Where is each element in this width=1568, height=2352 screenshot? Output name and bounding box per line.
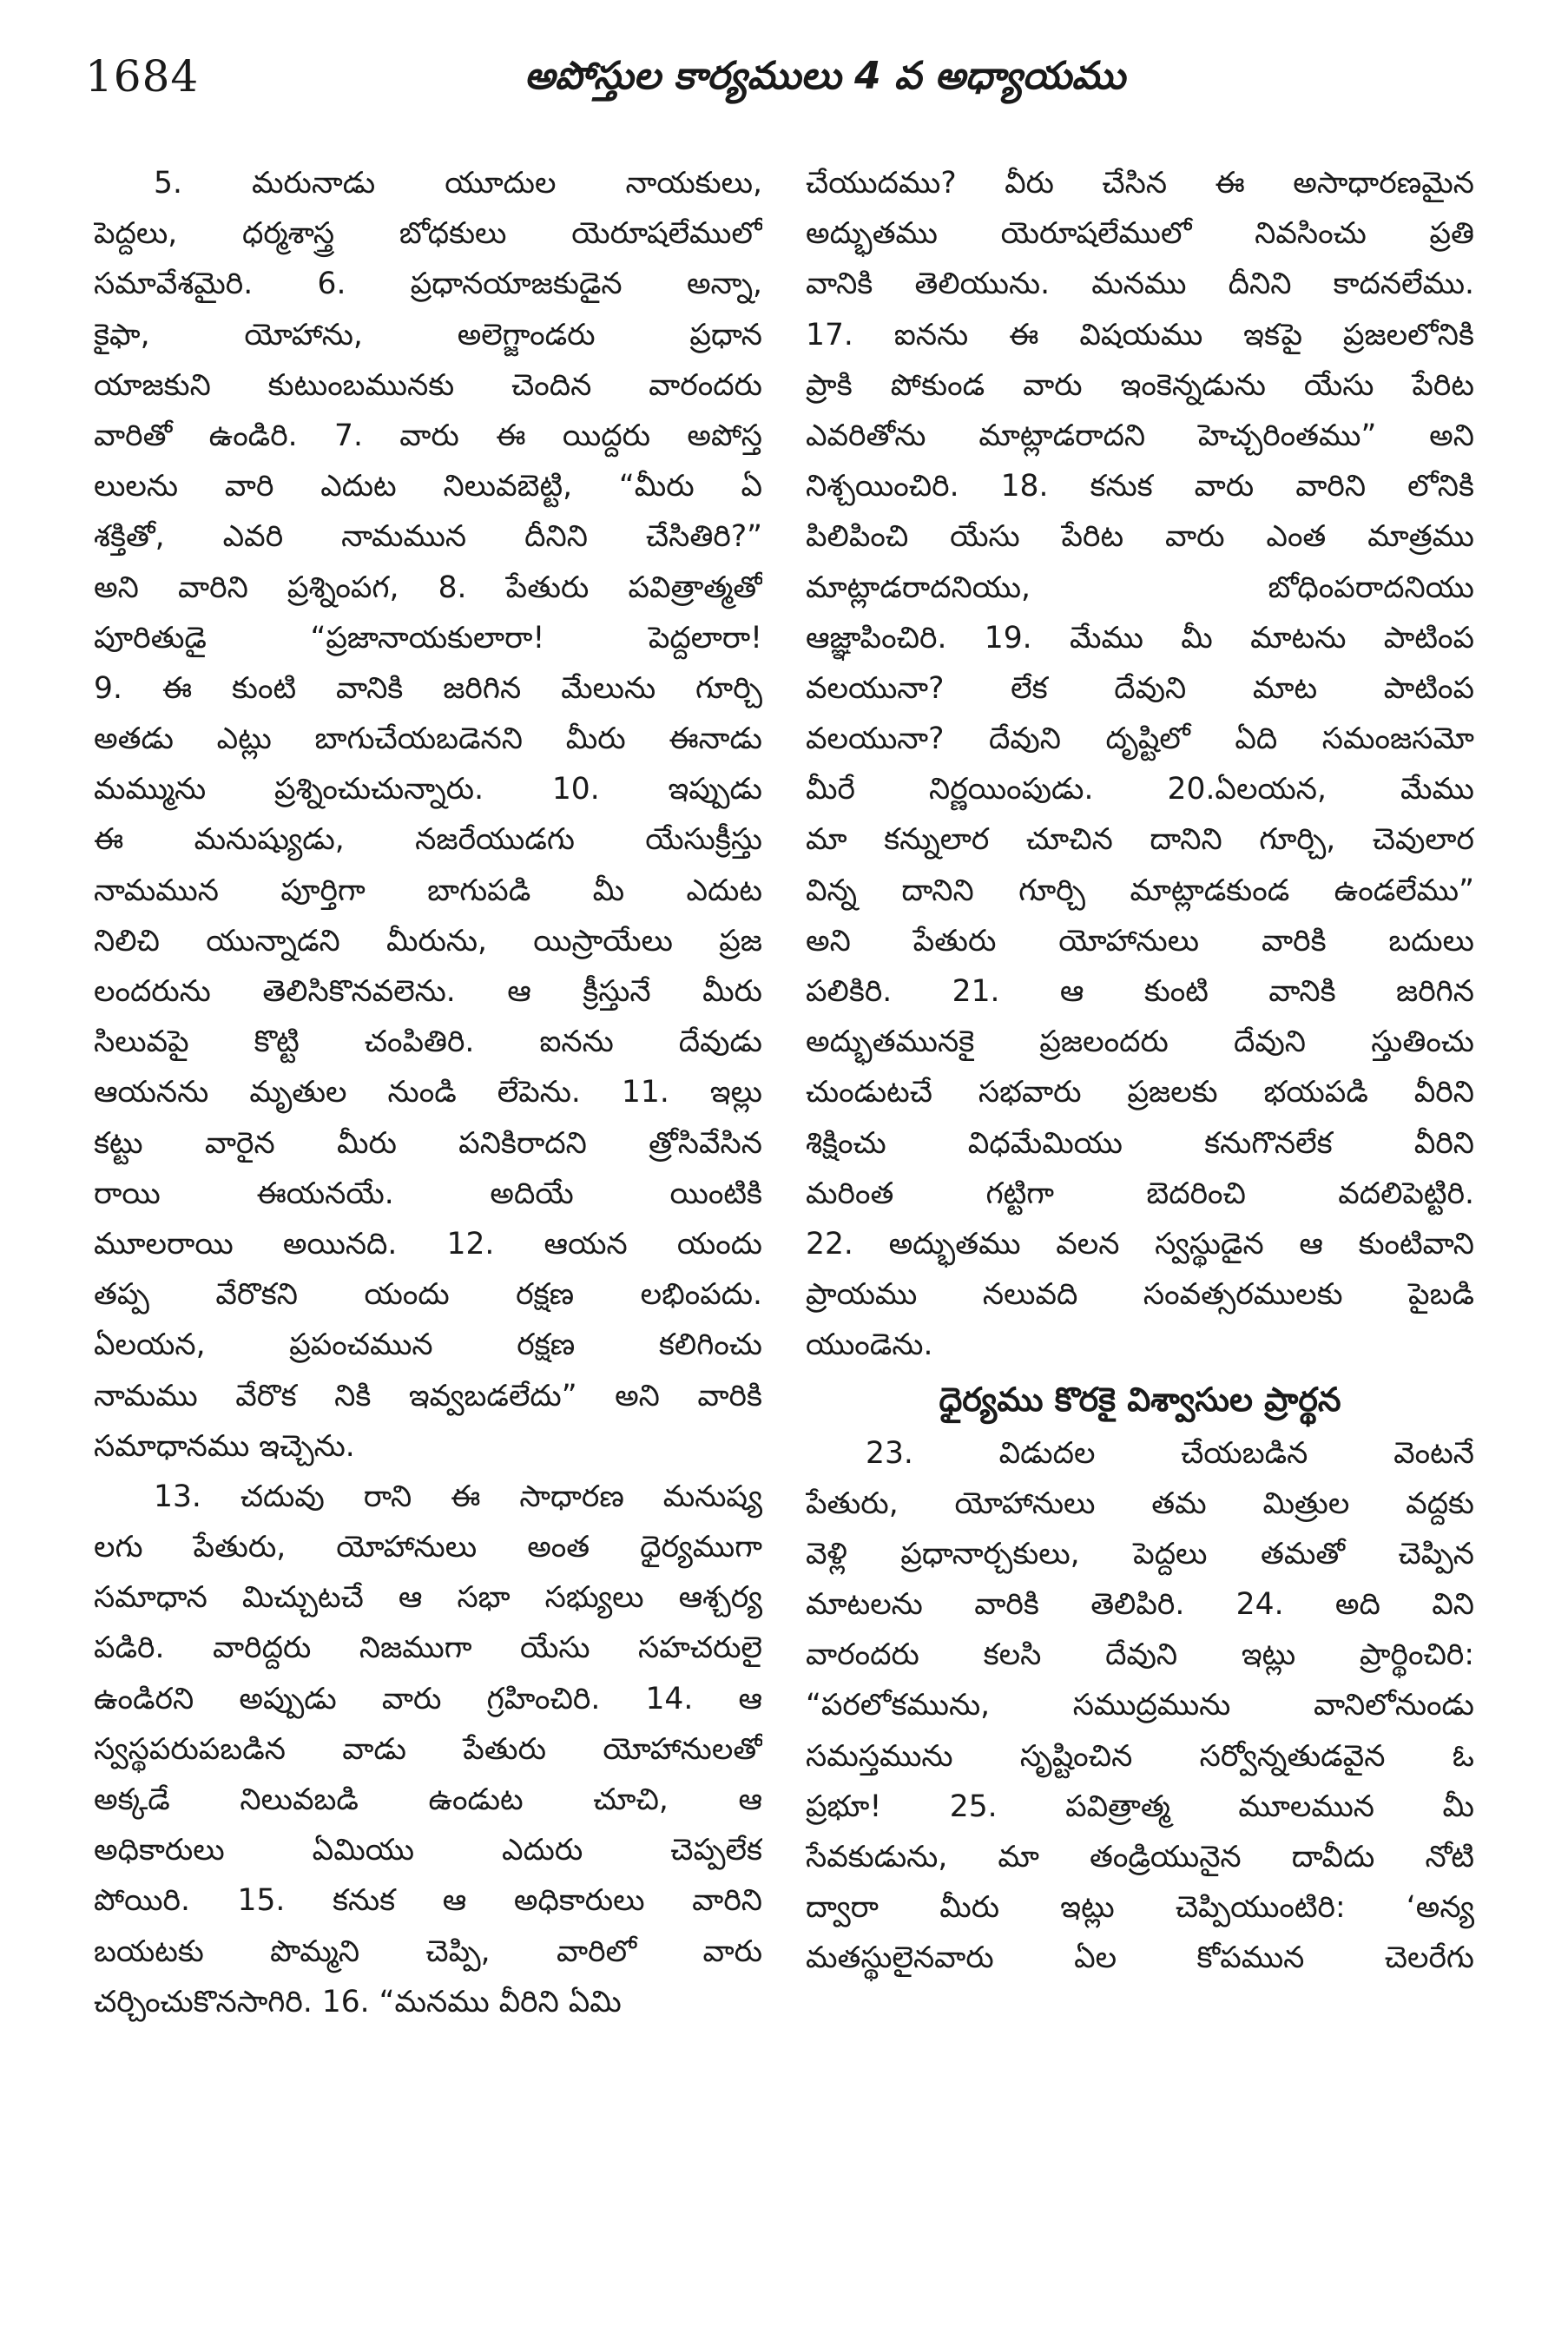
text-line: మరింత గట్టిగా బెదరించి వదలిపెట్టిరి. <box>806 1176 1474 1211</box>
left-column <box>94 158 762 2027</box>
text-line: చర్చించుకొనసాగిరి. 16. “మనము వీరిని ఏమి <box>94 1984 622 2019</box>
text-line: ప్రభూ! 25. పవిత్రాత్మ మూలమున మీ <box>806 1789 1474 1824</box>
text-line: పెద్దలు, ధర్మశాస్త్ర బోధకులు యెరూషలేములో <box>94 216 762 252</box>
text-line: చేయుదము? వీరు చేసిన ఈ అసాధారణమైన <box>806 166 1474 201</box>
text-line: 13. చదువు రాని ఈ సాధారణ మనుష్య <box>94 1479 762 1514</box>
text-line: పూరితుడై “ప్రజానాయకులారా! పెద్దలారా! <box>94 620 762 656</box>
page-number: 1684 <box>85 51 200 102</box>
text-line: “పరలోకమును, సముద్రమును వానిలోనుండు <box>806 1688 1474 1723</box>
text-line: ఈ మనుష్యుడు, నజరేయుడగు యేసుక్రీస్తు <box>94 822 762 858</box>
text-line: లందరును తెలిసికొనవలెను. ఆ క్రీస్తునే మీరు <box>94 974 762 1009</box>
section-heading: ధైర్యము కొరకై విశ్వాసుల ప్రార్థన <box>939 1380 1341 1419</box>
text-line: మూలరాయి అయినది. 12. ఆయన యందు <box>94 1226 762 1262</box>
text-line: చుండుటచే సభవారు ప్రజలకు భయపడి వీరిని <box>806 1075 1474 1110</box>
text-line: తప్ప వేరొకని యందు రక్షణ లభింపదు. <box>94 1277 762 1313</box>
text-line: మీరే నిర్ణయింపుడు. 20.ఏలయన, మేము <box>806 772 1474 807</box>
text-line: పేతురు, యోహానులు తమ మిత్రుల వద్దకు <box>806 1486 1474 1521</box>
text-line: రాయి ఈయనయే. అదియే యింటికి <box>94 1176 762 1211</box>
text-line: సమాధానము ఇచ్చెను. <box>94 1428 355 1464</box>
text-line: పలికిరి. 21. ఆ కుంటి వానికి జరిగిన <box>806 974 1474 1009</box>
text-line: ద్వారా మీరు ఇట్లు చెప్పియుంటిరి: ‘అన్య <box>806 1890 1474 1926</box>
text-line: అద్భుతమునకై ప్రజలందరు దేవుని స్తుతించు <box>806 1024 1474 1060</box>
text-line: సేవకుడును, మా తండ్రియునైన దావీదు నోటి <box>806 1840 1474 1874</box>
text-line: 22. అద్భుతము వలన స్వస్థుడైన ఆ కుంటివాని <box>806 1226 1474 1262</box>
text-line: వలయునా? దేవుని దృష్టిలో ఏది సమంజసమో <box>806 721 1474 757</box>
text-line: విన్న దానిని గూర్చి మాట్లాడకుండ ఉండలేము” <box>806 873 1474 908</box>
text-line: వెళ్లి ప్రధానార్చకులు, పెద్దలు తమతో చెప్పిన <box>806 1536 1474 1571</box>
text-line: వారితో ఉండిరి. 7. వారు ఈ యిద్దరు అపోస్త <box>94 418 762 453</box>
text-line: శిక్షించు విధమేమియు కనుగొనలేక వీరిని <box>806 1125 1474 1161</box>
text-line: మా కన్నులార చూచిన దానిని గూర్చి, చెవులార <box>806 822 1474 858</box>
text-line: వారందరు కలసి దేవుని ఇట్లు ప్రార్థించిరి: <box>806 1637 1474 1673</box>
text-line: శక్తితో, ఎవరి నామమున దీనిని చేసితిరి?” <box>94 519 762 555</box>
right-column-part-a <box>806 158 1474 1371</box>
text-line: సమావేశమైరి. 6. ప్రధానయాజకుడైన అన్నా, <box>94 267 762 302</box>
text-line: లగు పేతురు, యోహానులు అంత ధైర్యముగా <box>94 1530 762 1565</box>
text-line: పోయిరి. 15. కనుక ఆ అధికారులు వారిని <box>94 1883 762 1919</box>
text-line: సిలువపై కొట్టి చంపితిరి. ఐనను దేవుడు <box>94 1024 762 1060</box>
text-line: అక్కడే నిలువబడి ఉండుట చూచి, ఆ <box>94 1782 762 1817</box>
text-line: మాటలను వారికి తెలిపిరి. 24. అది విని <box>806 1587 1474 1623</box>
text-line: అతడు ఎట్లు బాగుచేయబడెనని మీరు ఈనాడు <box>94 721 762 757</box>
text-line: పడిరి. వారిద్దరు నిజముగా యేసు సహచరులై <box>94 1631 762 1666</box>
text-line: నిశ్చయించిరి. 18. కనుక వారు వారిని లోనికి <box>806 469 1474 504</box>
text-line: వలయునా? లేక దేవుని మాట పాటింప <box>806 670 1474 706</box>
text-line: ప్రాకి పోకుండ వారు ఇంకెన్నడును యేసు పేరిట <box>806 367 1474 403</box>
running-header-title: అపోస్తుల కార్యములు 4 వ అధ్యాయము <box>524 54 1126 98</box>
text-line: వానికి తెలియును. మనము దీనిని కాదనలేము. <box>806 267 1474 302</box>
text-line: ప్రాయము నలువది సంవత్సరములకు పైబడి <box>806 1277 1474 1313</box>
text-line: 9. ఈ కుంటి వానికి జరిగిన మేలును గూర్చి <box>94 670 762 706</box>
text-line: మాట్లాడరాదనియు, బోధింపరాదనియు <box>806 570 1474 605</box>
text-line: అధికారులు ఏమియు ఎదురు చెప్పలేక <box>94 1833 762 1868</box>
text-line: అని వారిని ప్రశ్నింపగ, 8. పేతురు పవిత్రాత్మతో <box>94 570 762 605</box>
text-line: నామము వేరొక నికి ఇవ్వబడలేదు” అని వారికి <box>94 1378 762 1413</box>
text-line: మతస్థులైనవారు ఏల కోపమున చెలరేగు <box>806 1940 1474 1976</box>
text-line: స్వస్థపరుపబడిన వాడు పేతురు యోహానులతో <box>94 1731 762 1767</box>
text-line: అని పేతురు యోహానులు వారికి బదులు <box>806 923 1474 959</box>
text-line: అద్భుతము యెరూషలేములో నివసించు ప్రతి <box>806 216 1474 252</box>
text-line: సమాధాన మిచ్చుటచే ఆ సభా సభ్యులు ఆశ్చర్య <box>94 1580 762 1616</box>
text-line: ఎవరితోను మాట్లాడరాదని హెచ్చరింతము” అని <box>806 418 1474 453</box>
text-line: నిలిచి యున్నాడని మీరును, యిస్రాయేలు ప్రజ <box>94 923 762 959</box>
text-line: 23. విడుదల చేయబడిన వెంటనే <box>806 1435 1474 1471</box>
text-line: 17. ఐనను ఈ విషయము ఇకపై ప్రజలలోనికి <box>806 317 1474 352</box>
text-line: ఆజ్ఞాపించిరి. 19. మేము మీ మాటను పాటింప <box>806 620 1474 656</box>
text-line: కట్టు వారైన మీరు పనికిరాదని త్రోసివేసిన <box>94 1125 762 1161</box>
text-line: పిలిపించి యేసు పేరిట వారు ఎంత మాత్రము <box>806 519 1474 555</box>
text-line: మమ్మును ప్రశ్నించుచున్నారు. 10. ఇప్పుడు <box>94 772 762 807</box>
text-line: 5. మరునాడు యూదుల నాయకులు, <box>94 166 762 201</box>
text-line: ఆయనను మృతుల నుండి లేపెను. 11. ఇల్లు <box>94 1075 762 1110</box>
text-line: లులను వారి ఎదుట నిలువబెట్టి, “మీరు ఏ <box>94 469 762 504</box>
text-line: సమస్తమును సృష్టించిన సర్వోన్నతుడవైన ఓ <box>806 1738 1474 1774</box>
text-line: ఏలయన, ప్రపంచమున రక్షణ కలిగించు <box>94 1328 762 1363</box>
text-line: ఉండిరని అప్పుడు వారు గ్రహించిరి. 14. ఆ <box>94 1681 762 1716</box>
right-column-part-b <box>806 1428 1474 1984</box>
text-line: యుండెను. <box>806 1328 933 1363</box>
text-line: కైఫా, యోహాను, అలెగ్జాండరు ప్రధాన <box>94 317 762 352</box>
text-line: నామమున పూర్తిగా బాగుపడి మీ ఎదుట <box>94 873 762 908</box>
text-line: బయటకు పొమ్మని చెప్పి, వారిలో వారు <box>94 1934 762 1969</box>
text-line: యాజకుని కుటుంబమునకు చెందిన వారందరు <box>94 367 762 403</box>
right-column <box>806 158 1474 1984</box>
